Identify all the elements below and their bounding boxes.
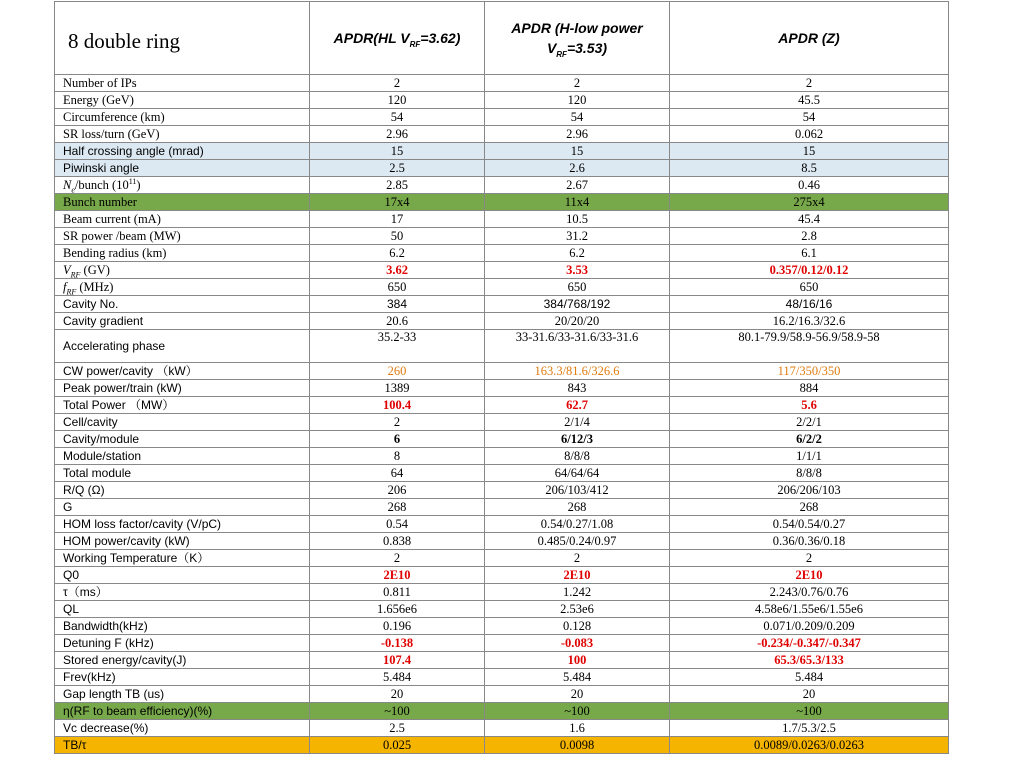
table-row — [55, 516, 949, 533]
cell-value: 275x4 — [670, 194, 949, 211]
cell-value: 384/768/192 — [485, 296, 670, 313]
row-label: HOM loss factor/cavity (V/pC) — [55, 516, 310, 533]
row-label: Working Temperature（K） — [55, 550, 310, 567]
cell-value: 2.96 — [485, 126, 670, 143]
cell-value: 206/206/103 — [670, 482, 949, 499]
row-label: Circumference (km) — [55, 109, 310, 126]
cell-value: 2.96 — [310, 126, 485, 143]
cell-value: 5.484 — [670, 669, 949, 686]
row-label: Q0 — [55, 567, 310, 584]
cell-value: 62.7 — [485, 397, 670, 414]
cell-value: 206/103/412 — [485, 482, 670, 499]
cell-value: 64/64/64 — [485, 465, 670, 482]
table-row — [55, 330, 949, 363]
table-row — [55, 194, 949, 211]
row-label: Piwinski angle — [55, 160, 310, 177]
row-label: TB/τ — [55, 737, 310, 754]
cell-value: 5.484 — [310, 669, 485, 686]
table-row — [55, 584, 949, 601]
row-label: Bending radius (km) — [55, 245, 310, 262]
table-row — [55, 686, 949, 703]
column-header-apdr-hl: APDR(HL $V_{RF}=3.62$) — [310, 2, 485, 75]
table-header-row — [55, 2, 949, 75]
row-label: Number of IPs — [55, 75, 310, 92]
cell-value: 2 — [670, 75, 949, 92]
cell-value: 2.243/0.76/0.76 — [670, 584, 949, 601]
cell-value: 650 — [485, 279, 670, 296]
cell-value: 2.5 — [310, 160, 485, 177]
table-row — [55, 143, 949, 160]
cell-value: -0.083 — [485, 635, 670, 652]
cell-value: 1/1/1 — [670, 448, 949, 465]
row-label: Cell/cavity — [55, 414, 310, 431]
table-row — [55, 92, 949, 109]
cell-value: 3.62 — [310, 262, 485, 279]
cell-value: 0.025 — [310, 737, 485, 754]
cell-value: 54 — [485, 109, 670, 126]
cell-value: 0.062 — [670, 126, 949, 143]
cell-value: 0.128 — [485, 618, 670, 635]
table-row — [55, 279, 949, 296]
table-row — [55, 635, 949, 652]
cell-value: 3.53 — [485, 262, 670, 279]
cell-value: 0.54/0.54/0.27 — [670, 516, 949, 533]
row-label: G — [55, 499, 310, 516]
cell-value: 268 — [485, 499, 670, 516]
cell-value: 163.3/81.6/326.6 — [485, 363, 670, 380]
row-label: Vc decrease(%) — [55, 720, 310, 737]
cell-value: -0.138 — [310, 635, 485, 652]
cell-value: 15 — [670, 143, 949, 160]
row-label: Gap length TB (us) — [55, 686, 310, 703]
cell-value: 0.071/0.209/0.209 — [670, 618, 949, 635]
cell-value: 10.5 — [485, 211, 670, 228]
cell-value: 268 — [670, 499, 949, 516]
table-row — [55, 431, 949, 448]
cell-value: 35.2-33 — [310, 330, 485, 363]
row-label: Bandwidth(kHz) — [55, 618, 310, 635]
cell-value: 4.58e6/1.55e6/1.55e6 — [670, 601, 949, 618]
cell-value: 17 — [310, 211, 485, 228]
row-label: CW power/cavity （kW） — [55, 363, 310, 380]
cell-value: 2/2/1 — [670, 414, 949, 431]
cell-value: 0.357/0.12/0.12 — [670, 262, 949, 279]
cell-value: 6/2/2 — [670, 431, 949, 448]
table-row — [55, 482, 949, 499]
cell-value: 2.85 — [310, 177, 485, 194]
cell-value: 1.656e6 — [310, 601, 485, 618]
cell-value: 0.54 — [310, 516, 485, 533]
row-label: HOM power/cavity (kW) — [55, 533, 310, 550]
row-label: $f_{RF}$ (MHz) — [55, 279, 310, 296]
cell-value: 2 — [310, 414, 485, 431]
table-row — [55, 567, 949, 584]
table-row — [55, 75, 949, 92]
column-header-apdr-h-low-power: APDR (H-low power $V_{RF}=3.53$) — [485, 2, 670, 75]
row-label: Total module — [55, 465, 310, 482]
table-row — [55, 533, 949, 550]
cell-value: 2.8 — [670, 228, 949, 245]
cell-value: 0.196 — [310, 618, 485, 635]
cell-value: 1.6 — [485, 720, 670, 737]
cell-value: 8.5 — [670, 160, 949, 177]
table-row — [55, 262, 949, 279]
table-row — [55, 499, 949, 516]
cell-value: 2E10 — [670, 567, 949, 584]
cell-value: 0.46 — [670, 177, 949, 194]
cell-value: 65.3/65.3/133 — [670, 652, 949, 669]
table-row — [55, 414, 949, 431]
cell-value: 2.67 — [485, 177, 670, 194]
row-label: Cavity/module — [55, 431, 310, 448]
row-label: Cavity No. — [55, 296, 310, 313]
table-row — [55, 397, 949, 414]
cell-value: 17x4 — [310, 194, 485, 211]
row-label: Accelerating phase — [55, 330, 310, 363]
table-row — [55, 669, 949, 686]
cell-value: 20 — [670, 686, 949, 703]
table-row — [55, 363, 949, 380]
cell-value: 48/16/16 — [670, 296, 949, 313]
table-row — [55, 550, 949, 567]
cell-value: 384 — [310, 296, 485, 313]
table-row — [55, 652, 949, 669]
cell-value: 80.1-79.9/58.9-56.9/58.9-58 — [670, 330, 949, 363]
cell-value: 0.54/0.27/1.08 — [485, 516, 670, 533]
cell-value: 45.5 — [670, 92, 949, 109]
cell-value: 884 — [670, 380, 949, 397]
cell-value: 15 — [485, 143, 670, 160]
cell-value: 0.0098 — [485, 737, 670, 754]
table-row — [55, 601, 949, 618]
cell-value: ~100 — [310, 703, 485, 720]
cell-value: 6/12/3 — [485, 431, 670, 448]
cell-value: 1389 — [310, 380, 485, 397]
row-label: Module/station — [55, 448, 310, 465]
cell-value: 100.4 — [310, 397, 485, 414]
row-label: Peak power/train (kW) — [55, 380, 310, 397]
row-label: SR power /beam (MW) — [55, 228, 310, 245]
table-row — [55, 109, 949, 126]
row-label: Stored energy/cavity(J) — [55, 652, 310, 669]
cell-value: 6.2 — [310, 245, 485, 262]
table-row — [55, 228, 949, 245]
row-label: $V_{RF}$ (GV) — [55, 262, 310, 279]
table-row — [55, 296, 949, 313]
cell-value: 33-31.6/33-31.6/33-31.6 — [485, 330, 670, 363]
row-label: Frev(kHz) — [55, 669, 310, 686]
cell-value: 64 — [310, 465, 485, 482]
cell-value: 2.53e6 — [485, 601, 670, 618]
cell-value: 650 — [670, 279, 949, 296]
cell-value: 54 — [310, 109, 485, 126]
row-label: η(RF to beam efficiency)(%) — [55, 703, 310, 720]
cell-value: 0.811 — [310, 584, 485, 601]
table-row — [55, 465, 949, 482]
table-row — [55, 380, 949, 397]
table-row — [55, 737, 949, 754]
cell-value: 54 — [670, 109, 949, 126]
table-row — [55, 448, 949, 465]
row-label: QL — [55, 601, 310, 618]
cell-value: 11x4 — [485, 194, 670, 211]
table-row — [55, 160, 949, 177]
cell-value: 6 — [310, 431, 485, 448]
row-label: Half crossing angle (mrad) — [55, 143, 310, 160]
cell-value: 2 — [670, 550, 949, 567]
cell-value: 20/20/20 — [485, 313, 670, 330]
cell-value: 45.4 — [670, 211, 949, 228]
cell-value: ~100 — [670, 703, 949, 720]
cell-value: 6.1 — [670, 245, 949, 262]
cell-value: 120 — [485, 92, 670, 109]
cell-value: 5.484 — [485, 669, 670, 686]
cell-value: 2/1/4 — [485, 414, 670, 431]
cell-value: 2 — [485, 550, 670, 567]
table-row — [55, 126, 949, 143]
cell-value: 20 — [485, 686, 670, 703]
cell-value: -0.234/-0.347/-0.347 — [670, 635, 949, 652]
cell-value: 117/350/350 — [670, 363, 949, 380]
cell-value: 5.6 — [670, 397, 949, 414]
table-row — [55, 703, 949, 720]
row-label: SR loss/turn (GeV) — [55, 126, 310, 143]
cell-value: 8 — [310, 448, 485, 465]
cell-value: 0.838 — [310, 533, 485, 550]
cell-value: 6.2 — [485, 245, 670, 262]
cell-value: 20.6 — [310, 313, 485, 330]
cell-value: ~100 — [485, 703, 670, 720]
table-row — [55, 720, 949, 737]
cell-value: 260 — [310, 363, 485, 380]
cell-value: 1.7/5.3/2.5 — [670, 720, 949, 737]
cell-value: 2 — [310, 75, 485, 92]
cell-value: 16.2/16.3/32.6 — [670, 313, 949, 330]
cell-value: 206 — [310, 482, 485, 499]
cell-value: 2.5 — [310, 720, 485, 737]
cell-value: 2.6 — [485, 160, 670, 177]
table-row — [55, 245, 949, 262]
row-label: Energy (GeV) — [55, 92, 310, 109]
cell-value: 100 — [485, 652, 670, 669]
row-label: Bunch number — [55, 194, 310, 211]
cell-value: 843 — [485, 380, 670, 397]
row-label: Detuning F (kHz) — [55, 635, 310, 652]
cell-value: 1.242 — [485, 584, 670, 601]
cell-value: 31.2 — [485, 228, 670, 245]
cell-value: 2E10 — [310, 567, 485, 584]
table-row — [55, 313, 949, 330]
cell-value: 8/8/8 — [485, 448, 670, 465]
table-row — [55, 211, 949, 228]
cell-value: 20 — [310, 686, 485, 703]
cell-value: 0.36/0.36/0.18 — [670, 533, 949, 550]
cell-value: 2E10 — [485, 567, 670, 584]
cell-value: 107.4 — [310, 652, 485, 669]
cell-value: 15 — [310, 143, 485, 160]
parameter-table — [54, 1, 949, 754]
table-row — [55, 177, 949, 194]
row-label: τ（ms） — [55, 584, 310, 601]
cell-value: 2 — [485, 75, 670, 92]
cell-value: 0.485/0.24/0.97 — [485, 533, 670, 550]
cell-value: 268 — [310, 499, 485, 516]
cell-value: 120 — [310, 92, 485, 109]
cell-value: 0.0089/0.0263/0.0263 — [670, 737, 949, 754]
cell-value: 8/8/8 — [670, 465, 949, 482]
row-label: $N_e$/bunch $(10^{11})$ — [55, 177, 310, 194]
column-header-apdr-z: APDR (Z) — [670, 2, 949, 75]
row-label: Beam current (mA) — [55, 211, 310, 228]
cell-value: 650 — [310, 279, 485, 296]
cell-value: 50 — [310, 228, 485, 245]
row-label: Cavity gradient — [55, 313, 310, 330]
cell-value: 2 — [310, 550, 485, 567]
table-row — [55, 618, 949, 635]
table-title: 8 double ring — [55, 2, 310, 75]
row-label: R/Q (Ω) — [55, 482, 310, 499]
row-label: Total Power （MW） — [55, 397, 310, 414]
